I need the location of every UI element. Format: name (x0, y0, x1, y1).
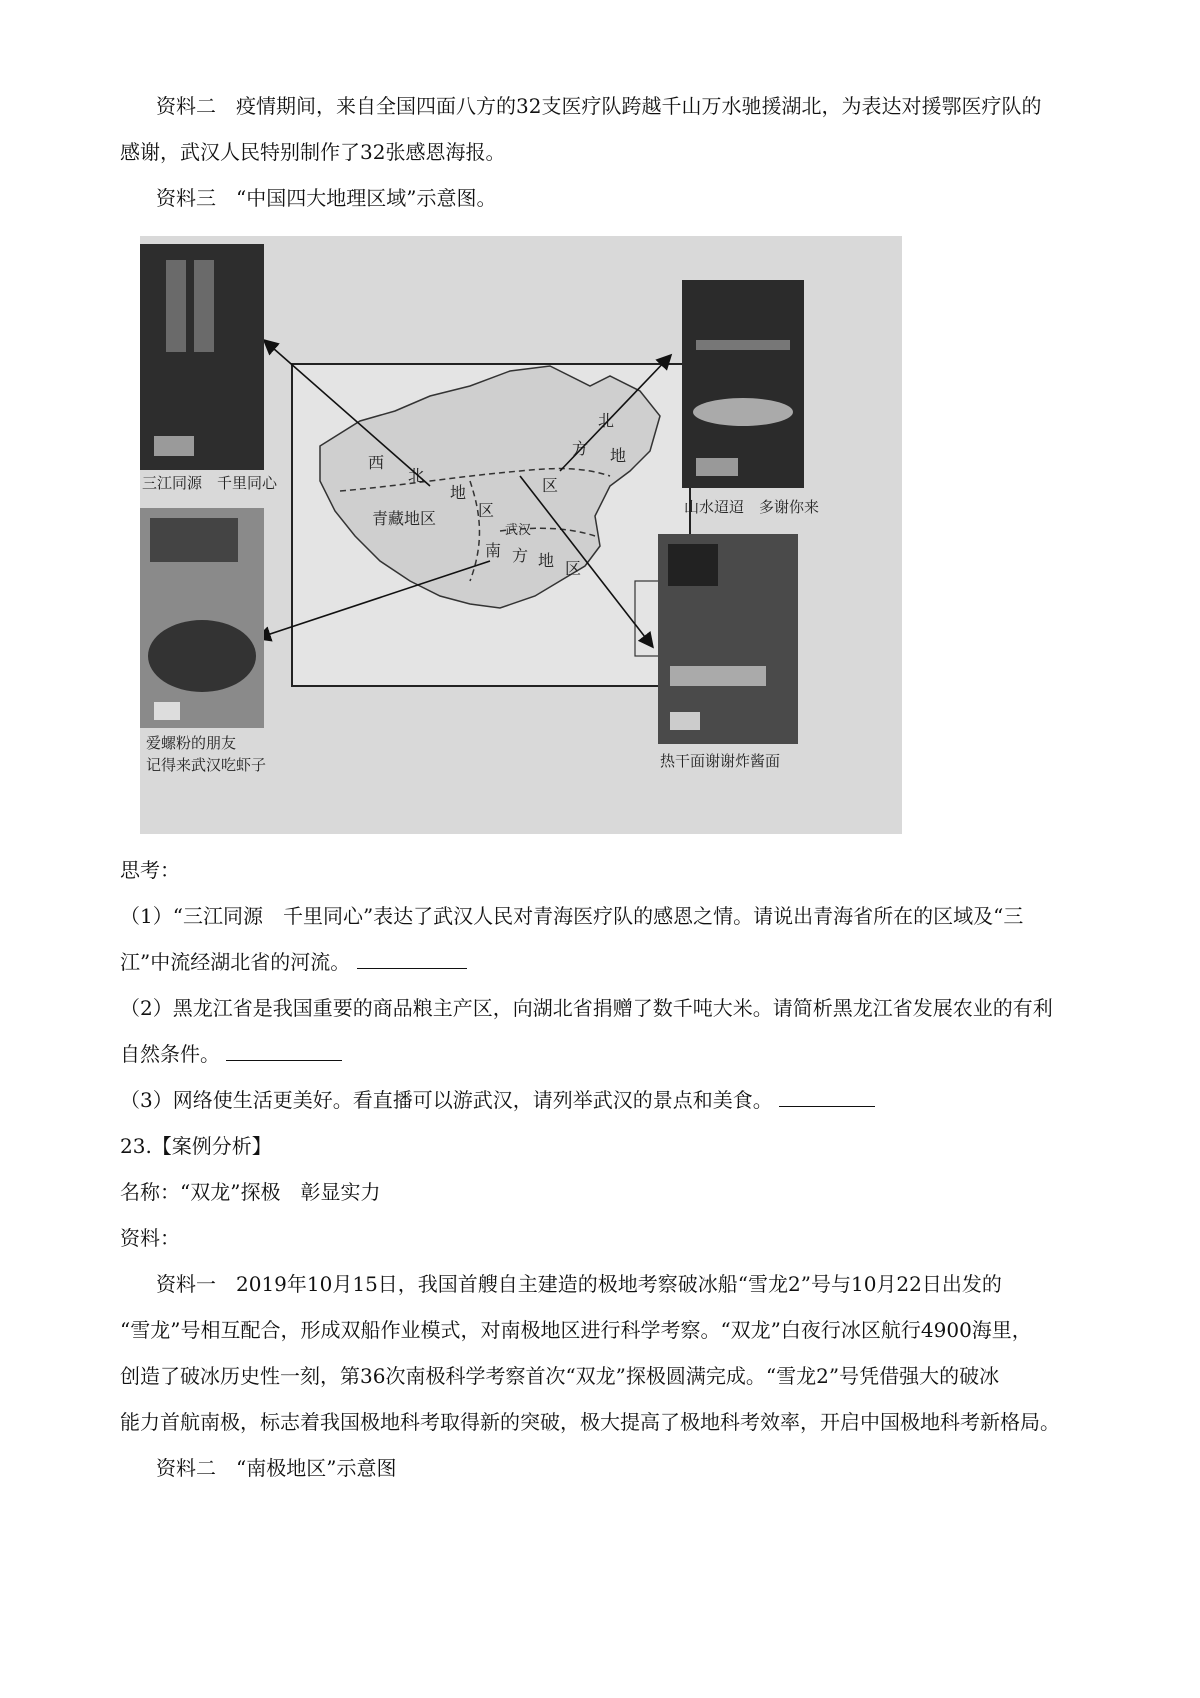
question-3-text: （3）网络使生活更美好。看直播可以游武汉，请列举武汉的景点和美食。 (120, 1088, 773, 1112)
region-south-3: 地 (538, 551, 555, 570)
question-2-line-1: （2）黑龙江省是我国重要的商品粮主产区，向湖北省捐赠了数千吨大米。请简析黑龙江省发展农业的有利 (120, 996, 1053, 1020)
region-north-2: 方 (572, 439, 589, 458)
case-name: 名称：“双龙”探极 彰显实力 (120, 1180, 381, 1204)
region-south-4: 区 (565, 559, 582, 578)
material-one-line-1: 资料一 2019年10月15日，我国首艘自主建造的极地考察破冰船“雪龙2”号与10月22日出发的 (156, 1272, 1002, 1296)
region-north-1: 北 (598, 411, 615, 430)
question-2-line-2 (120, 1040, 342, 1068)
poster-bottom-left-caption-1: 爱螺粉的朋友 (146, 734, 237, 752)
case-analysis-heading: 23.【案例分析】 (120, 1134, 272, 1158)
region-nw-4: 区 (478, 501, 495, 520)
question-1-answer-blank[interactable] (357, 948, 467, 969)
question-3-line (120, 1086, 875, 1114)
region-north-3: 地 (610, 446, 627, 465)
question-1-text: 江”中流经湖北省的河流。 (120, 950, 351, 974)
region-qinghai-tibet: 青藏地区 (372, 509, 437, 528)
region-south-1: 南 (485, 541, 502, 560)
poster-bottom-right (658, 534, 798, 770)
question-3-answer-blank[interactable] (779, 1086, 875, 1107)
material-one-line-3: 创造了破冰历史性一刻，第36次南极科学考察首次“双龙”探极圆满完成。“雪龙2”号凭借强大的破冰 (120, 1364, 1000, 1388)
poster-top-left (140, 244, 278, 492)
region-nw-3: 地 (450, 483, 467, 502)
region-south-2: 方 (512, 546, 529, 565)
poster-bottom-left-caption-2: 记得来武汉吃虾子 (146, 756, 267, 774)
material-one-line-4: 能力首航南极，标志着我国极地科考取得新的突破，极大提高了极地科考效率，开启中国极地科考新格局。 (120, 1410, 1060, 1434)
material-two-antarctic-caption: 资料二 “南极地区”示意图 (156, 1456, 397, 1480)
region-nw-1: 西 (368, 453, 385, 472)
region-nw-2: 北 (408, 466, 425, 485)
question-2-answer-blank[interactable] (226, 1040, 342, 1061)
poster-top-left-caption: 三江同源 千里同心 (142, 474, 278, 492)
material-two-line-1: 资料二 疫情期间，来自全国四面八方的32支医疗队跨越千山万水驰援湖北，为表达对援鄂医疗队的 (156, 94, 1042, 118)
question-1-line-2 (120, 948, 467, 976)
poster-bottom-right-caption: 热干面谢谢炸酱面 (660, 752, 781, 770)
material-one-line-2: “雪龙”号相互配合，形成双船作业模式，对南极地区进行科学考察。“双龙”白夜行冰区航行4900海里， (120, 1318, 1032, 1342)
think-heading: 思考： (120, 858, 180, 882)
poster-bottom-left (140, 508, 266, 774)
wuhan-label: 武汉 (505, 523, 532, 538)
question-1-line-1: （1）“三江同源 千里同心”表达了武汉人民对青海医疗队的感恩之情。请说出青海省所在的区域及“三 (120, 904, 1024, 928)
question-2-text: 自然条件。 (120, 1042, 220, 1066)
region-north-4: 区 (542, 476, 559, 495)
material-three-caption: 资料三 “中国四大地理区域”示意图。 (156, 186, 497, 210)
china-regions-figure (140, 236, 902, 834)
poster-top-right-caption: 山水迢迢 多谢你来 (684, 498, 820, 516)
material-two-line-2: 感谢，武汉人民特别制作了32张感恩海报。 (120, 140, 506, 164)
poster-top-right (682, 280, 819, 516)
materials-heading: 资料： (120, 1226, 180, 1250)
figure-svg (140, 236, 902, 834)
